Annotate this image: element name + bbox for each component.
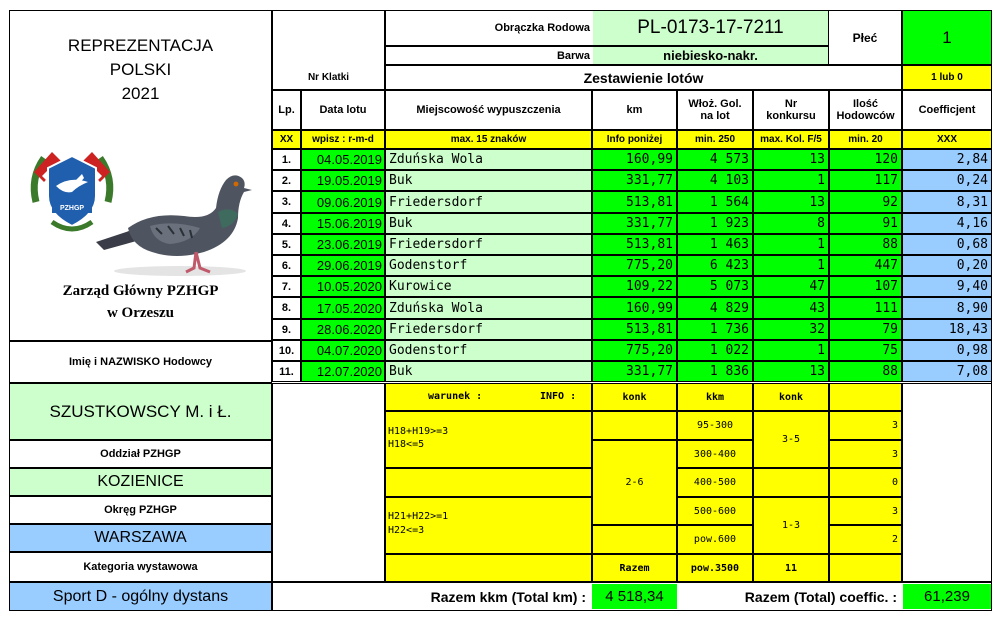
km-cell[interactable]: 109,22 xyxy=(592,276,677,297)
nr-cell[interactable]: 47 xyxy=(753,276,829,297)
org-line-2: w Orzeszu xyxy=(106,305,175,321)
logo-text: PZHGP xyxy=(59,204,85,212)
rule-2-line-1: H21+H22>=1 xyxy=(388,511,449,522)
hint-co: XXX xyxy=(902,130,992,149)
lp-cell: 8. xyxy=(272,297,301,319)
nr-cell[interactable]: 8 xyxy=(753,213,829,234)
il-cell[interactable]: 91 xyxy=(829,213,902,234)
plec-field[interactable]: 1 xyxy=(902,10,992,65)
kategoria-field[interactable]: Sport D - ogólny dystans xyxy=(9,582,272,611)
nr-cell[interactable]: 1 xyxy=(753,170,829,191)
col-header-wg: Włoż. Gol. na lot xyxy=(677,90,753,130)
il-cell[interactable]: 117 xyxy=(829,170,902,191)
date-cell[interactable]: 28.06.2020 xyxy=(301,319,385,340)
il-cell[interactable]: 111 xyxy=(829,297,902,319)
wg-cell[interactable]: 4 573 xyxy=(677,149,753,170)
place-cell[interactable]: Kurowice xyxy=(385,276,592,297)
place-cell[interactable]: Godenstorf xyxy=(385,255,592,276)
conditions-left-blank xyxy=(272,383,385,582)
rule-1-line-2: H18<=5 xyxy=(388,439,425,450)
il-cell[interactable]: 79 xyxy=(829,319,902,340)
place-cell[interactable]: Godenstorf xyxy=(385,340,592,361)
place-cell[interactable]: Zduńska Wola xyxy=(385,297,592,319)
nr-klatki-label: Nr Klatki xyxy=(307,71,350,83)
konk-range-top xyxy=(592,411,677,440)
kategoria-label: Kategoria wystawowa xyxy=(9,552,272,582)
hint-date: wpisz : r-m-d xyxy=(301,130,385,149)
lp-cell: 10. xyxy=(272,340,301,361)
count-5: 2 xyxy=(829,525,902,554)
wg-cell[interactable]: 1 022 xyxy=(677,340,753,361)
razem-label-blank xyxy=(385,554,592,582)
okreg-field[interactable]: WARSZAWA xyxy=(9,524,272,552)
range-2: 300-400 xyxy=(677,440,753,468)
place-cell[interactable]: Zduńska Wola xyxy=(385,149,592,170)
place-cell[interactable]: Friedersdorf xyxy=(385,234,592,255)
il-cell[interactable]: 107 xyxy=(829,276,902,297)
km-cell[interactable]: 513,81 xyxy=(592,319,677,340)
hint-place: max. 15 znaków xyxy=(385,130,592,149)
range-4: 500-600 xyxy=(677,497,753,525)
title-line-2: POLSKI xyxy=(109,60,172,79)
rule-2-line-2: H22<=3 xyxy=(388,525,425,536)
coef-cell: 0,20 xyxy=(902,255,992,276)
plec-label: Płeć xyxy=(828,10,902,65)
count-3: 0 xyxy=(829,468,902,497)
rule-1-line-1: H18+H19>=3 xyxy=(388,426,449,437)
il-cell[interactable]: 88 xyxy=(829,361,902,382)
konk-range-bottom xyxy=(592,525,677,554)
nr-cell[interactable]: 32 xyxy=(753,319,829,340)
nr-cell[interactable]: 1 xyxy=(753,234,829,255)
lp-cell: 2. xyxy=(272,170,301,191)
date-cell[interactable]: 23.06.2019 xyxy=(301,234,385,255)
breeder-name-field[interactable]: SZUSTKOWSCY M. i Ł. xyxy=(9,383,272,440)
wg-cell[interactable]: 1 463 xyxy=(677,234,753,255)
total-coef-label: Razem (Total) coeffic. : xyxy=(744,588,897,605)
place-cell[interactable]: Friedersdorf xyxy=(385,319,592,340)
lp-cell: 4. xyxy=(272,213,301,234)
razem-konk: 11 xyxy=(753,554,829,582)
il-cell[interactable]: 75 xyxy=(829,340,902,361)
coef-cell: 2,84 xyxy=(902,149,992,170)
il-cell[interactable]: 120 xyxy=(829,149,902,170)
lp-cell: 1. xyxy=(272,149,301,170)
coef-cell: 9,40 xyxy=(902,276,992,297)
barwa-label: Barwa xyxy=(556,49,590,62)
date-cell[interactable]: 29.06.2019 xyxy=(301,255,385,276)
nr-cell[interactable]: 13 xyxy=(753,149,829,170)
konk-range-a: 3-5 xyxy=(753,411,829,468)
wg-cell[interactable]: 1 736 xyxy=(677,319,753,340)
wg-cell[interactable]: 4 829 xyxy=(677,297,753,319)
km-cell[interactable]: 160,99 xyxy=(592,149,677,170)
konk-range-mid xyxy=(753,468,829,497)
km-cell[interactable]: 775,20 xyxy=(592,340,677,361)
date-cell[interactable]: 15.06.2019 xyxy=(301,213,385,234)
oddzial-label: Oddział PZHGP xyxy=(9,440,272,468)
nr-cell[interactable]: 13 xyxy=(753,361,829,382)
breeder-name-label: Imię i NAZWISKO Hodowcy xyxy=(9,341,272,383)
warunek-label: warunek : xyxy=(428,391,483,402)
date-cell[interactable]: 12.07.2020 xyxy=(301,361,385,382)
coef-cell: 0,24 xyxy=(902,170,992,191)
col-header-lp: Lp. xyxy=(272,90,301,130)
place-cell[interactable]: Buk xyxy=(385,213,592,234)
hint-nr: max. Kol. F/5 xyxy=(753,130,829,149)
place-cell[interactable]: Buk xyxy=(385,361,592,382)
wg-cell[interactable]: 1 836 xyxy=(677,361,753,382)
count-4: 3 xyxy=(829,497,902,525)
konk-range-b: 1-3 xyxy=(753,497,829,554)
title-line-1: REPREZENTACJA xyxy=(67,36,214,55)
coef-cell: 8,31 xyxy=(902,191,992,213)
nr-cell[interactable]: 1 xyxy=(753,255,829,276)
nr-cell[interactable]: 43 xyxy=(753,297,829,319)
lp-cell: 5. xyxy=(272,234,301,255)
kkm-header: kkm xyxy=(677,383,753,411)
date-cell[interactable]: 19.05.2019 xyxy=(301,170,385,191)
title-year: 2021 xyxy=(121,84,160,103)
konk2-header: konk xyxy=(753,383,829,411)
razem-label: Razem xyxy=(592,554,677,582)
konk-range-main: 2-6 xyxy=(592,440,677,525)
col-header-co: Coefficjent xyxy=(902,90,992,130)
range-1: 95-300 xyxy=(677,411,753,440)
nr-cell[interactable]: 1 xyxy=(753,340,829,361)
km-cell[interactable]: 160,99 xyxy=(592,297,677,319)
wg-cell[interactable]: 1 923 xyxy=(677,213,753,234)
hint-lp: XX xyxy=(272,130,301,149)
total-km-value: 4 518,34 xyxy=(592,584,677,609)
oddzial-field[interactable]: KOZIENICE xyxy=(9,468,272,496)
date-cell[interactable]: 10.05.2020 xyxy=(301,276,385,297)
il-cell[interactable]: 447 xyxy=(829,255,902,276)
total-km-label: Razem kkm (Total km) : xyxy=(430,588,586,605)
date-cell[interactable]: 09.06.2019 xyxy=(301,191,385,213)
wg-cell[interactable]: 4 103 xyxy=(677,170,753,191)
coef-cell: 7,08 xyxy=(902,361,992,382)
range-3: 400-500 xyxy=(677,468,753,497)
count-2: 3 xyxy=(829,440,902,468)
km-cell[interactable]: 513,81 xyxy=(592,234,677,255)
col-header-nr: Nr konkursu xyxy=(753,90,829,130)
conditions-right-blank xyxy=(902,383,992,582)
wg-cell[interactable]: 5 073 xyxy=(677,276,753,297)
org-name xyxy=(9,278,272,326)
lp-cell: 3. xyxy=(272,191,301,213)
coef-cell: 8,90 xyxy=(902,297,992,319)
org-line-1: Zarząd Główny PZHGP xyxy=(62,283,219,299)
lp-cell: 7. xyxy=(272,276,301,297)
pigeon-photo xyxy=(92,168,268,278)
km-cell[interactable]: 331,77 xyxy=(592,170,677,191)
col-header-date: Data lotu xyxy=(301,90,385,130)
place-cell[interactable]: Buk xyxy=(385,170,592,191)
date-cell[interactable]: 04.07.2020 xyxy=(301,340,385,361)
count-1: 3 xyxy=(829,411,902,440)
col-header-km: km xyxy=(592,90,677,130)
km-cell[interactable]: 513,81 xyxy=(592,191,677,213)
rule-blank-cell xyxy=(385,468,592,497)
date-cell[interactable]: 04.05.2019 xyxy=(301,149,385,170)
hint-km: Info poniżej xyxy=(592,130,677,149)
obraczka-field[interactable]: PL-0173-17-7211 xyxy=(593,11,828,45)
plec-hint: 1 lub 0 xyxy=(902,65,992,90)
coef-cell: 18,43 xyxy=(902,319,992,340)
col-header-il: Ilość Hodowców xyxy=(829,90,902,130)
count-razem-blank xyxy=(829,554,902,582)
coef-cell: 0,68 xyxy=(902,234,992,255)
col-header-place: Miejscowość wypuszczenia xyxy=(385,90,592,130)
hint-wg: min. 250 xyxy=(677,130,753,149)
nr-cell[interactable]: 13 xyxy=(753,191,829,213)
km-cell[interactable]: 775,20 xyxy=(592,255,677,276)
wg-cell[interactable]: 1 564 xyxy=(677,191,753,213)
wg-cell[interactable]: 6 423 xyxy=(677,255,753,276)
obraczka-label: Obrączka Rodowa xyxy=(494,22,590,34)
barwa-field[interactable]: niebiesko-nakr. xyxy=(593,47,828,64)
total-coef-value: 61,239 xyxy=(903,584,991,609)
lp-cell: 9. xyxy=(272,319,301,340)
coef-cell: 0,98 xyxy=(902,340,992,361)
km-cell[interactable]: 331,77 xyxy=(592,361,677,382)
okreg-label: Okręg PZHGP xyxy=(9,496,272,524)
il-cell[interactable]: 92 xyxy=(829,191,902,213)
info-label: INFO : xyxy=(540,391,577,402)
hint-il: min. 20 xyxy=(829,130,902,149)
zestawienie-label: Zestawienie lotów xyxy=(385,65,902,90)
konk-header: konk xyxy=(592,383,677,411)
il-cell[interactable]: 88 xyxy=(829,234,902,255)
date-cell[interactable]: 17.05.2020 xyxy=(301,297,385,319)
coef-cell: 4,16 xyxy=(902,213,992,234)
report-title xyxy=(9,30,272,110)
place-cell[interactable]: Friedersdorf xyxy=(385,191,592,213)
range-5: pow.600 xyxy=(677,525,753,554)
lp-cell: 11. xyxy=(272,361,301,382)
lp-cell: 6. xyxy=(272,255,301,276)
count-header-blank xyxy=(829,383,902,411)
km-cell[interactable]: 331,77 xyxy=(592,213,677,234)
razem-km: pow.3500 xyxy=(677,554,753,582)
